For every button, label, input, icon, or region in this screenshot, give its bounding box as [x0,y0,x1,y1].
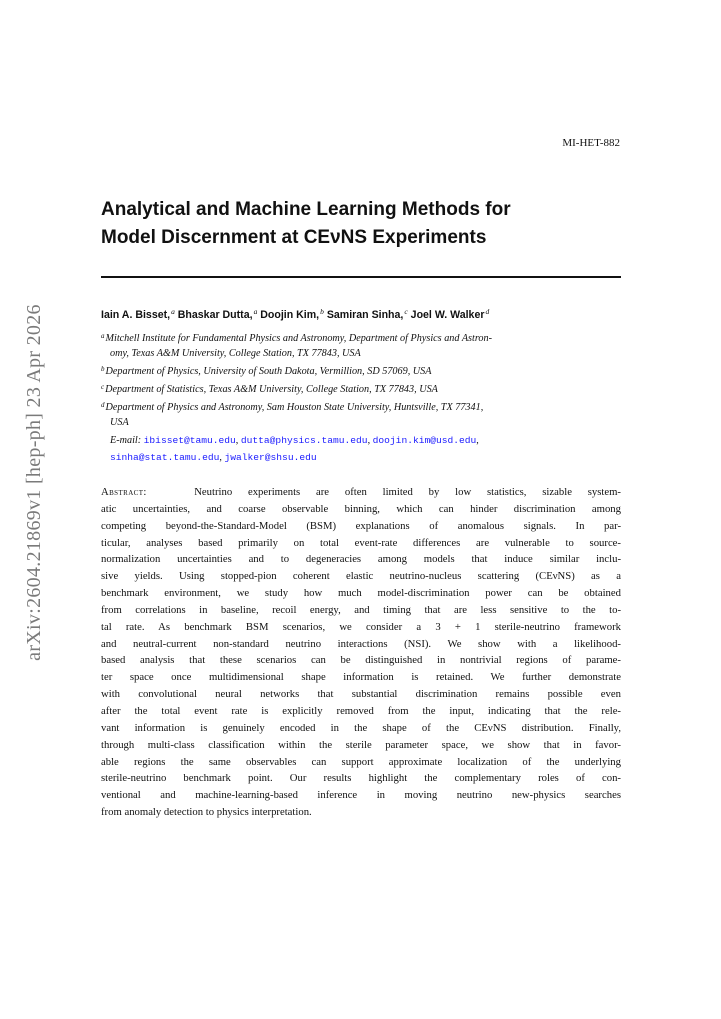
email-line: sinha@stat.tamu.edu, jwalker@shsu.edu [110,452,317,463]
arxiv-identifier-text: arXiv:2604.21869v1 [hep-ph] 23 Apr 2026 [22,303,45,661]
abstract-line: from anomaly detection to physics interpretation. [101,806,312,819]
abstract-line [101,484,621,501]
abstract-line: ter space once multidimensional shape information is retained. We further demonstrate [101,671,621,684]
abstract-line: after the total event rate is explicitly removed from the input, indicating that the rele- [101,704,621,717]
email-link[interactable]: doojin.kim@usd.edu [372,435,477,446]
abstract-line: through multi-class classification within the sterile parameter space, we show that in favor- [101,738,621,751]
affiliation-mark: a [101,332,105,340]
abstract-line: benchmark environment, we study how much model-discrimination power can be obtained [101,587,621,600]
abstract-line: from correlations in baseline, recoil energy, and timing that are less sensitive to the to- [101,603,621,616]
abstract-line: ventional and machine-learning-based inference in moving neutrino new-physics searches [101,789,621,802]
abstract-line: normalization uncertainties and to degeneracies among models that induce similar inclu- [101,553,621,566]
abstract-line: and neutral-current non-standard neutrino interactions (NSI). We show with a likelihood- [101,637,621,650]
affiliation-text: USA [110,417,129,428]
email-link[interactable]: sinha@stat.tamu.edu [110,452,220,463]
affiliation-c [101,380,621,397]
abstract-line: sive yields. Using stopped-pion coherent elastic neutrino-nucleus scattering (CEνNS) as a [101,570,621,583]
abstract-line: able regions the same observables can support approximate localization of the underlying [101,755,621,768]
abstract-line: tal rate. As benchmark BSM scenarios, we consider a 3 + 1 sterile-neutrino framework [101,620,621,633]
affiliation-text: Department of Physics and Astronomy, Sam Houston State University, Huntsville, TX 77341, [105,402,484,413]
email-link[interactable]: dutta@physics.tamu.edu [240,435,368,446]
abstract-line: ticular, analyses based primarily on total event-rate differences are vulnerable to source- [101,536,621,549]
abstract-line: vant information is genuinely encoded in the shape of the CEνNS distribution. Finally, [101,721,621,734]
email-block [110,432,621,466]
affiliation-mark: a [171,307,175,316]
author-name: Doojin Kim, [260,309,320,321]
affiliation-text: omy, Texas A&M University, College Station, TX 77843, USA [110,348,361,359]
title-line: Model Discernment at CEνNS Experiments [101,227,487,248]
abstract-line: competing beyond-the-Standard-Model (BSM) explanations of anomalous signals. In par- [101,519,621,532]
affiliation-text: Department of Physics, University of South Dakota, Vermillion, SD 57069, USA [105,366,432,377]
abstract-heading: Abstract: [101,486,147,498]
affiliation-d [101,398,621,430]
affiliation-a [101,329,621,361]
affiliation-mark: c [101,383,105,391]
arxiv-identifier-stamp [14,292,54,672]
abstract-line: with convolutional neural networks that substantial discrimination remains possible even [101,688,621,701]
abstract-line: based analysis that these scenarios can be distinguished in nontrivial regions of parame- [101,654,621,667]
email-link[interactable]: ibisset@tamu.edu [143,435,236,446]
author-name: Bhaskar Dutta, [177,309,253,321]
affiliation-text: Department of Statistics, Texas A&M University, College Station, TX 77843, USA [105,384,438,395]
email-line: E-mail: ibisset@tamu.edu, dutta@physics.tamu.edu, doojin.kim@usd.edu, [110,435,479,446]
author-name: Iain A. Bisset, [101,309,171,321]
abstract-line: atic uncertainties, and coarse observable binning, which can hinder discrimination among [101,502,621,515]
abstract [101,484,621,821]
affiliation-mark: a [253,307,258,316]
author-list [101,307,621,321]
abstract-text: Neutrino experiments are often limited by low statistics, sizable system- [194,486,621,498]
report-number: MI-HET-882 [562,137,620,149]
affiliation-mark: b [101,365,105,373]
author-name: Joel W. Walker [410,309,485,321]
title-line: Analytical and Machine Learning Methods for [101,199,511,220]
abstract-line: sterile-neutrino benchmark point. Our results highlight the complementary roles of con- [101,772,621,785]
email-label: E-mail: [110,435,142,446]
paper-title [101,196,621,252]
affiliation-b [101,362,621,379]
author-name: Samiran Sinha, [326,309,404,321]
email-link[interactable]: jwalker@shsu.edu [224,452,317,463]
title-rule [101,276,621,278]
affiliation-mark: c [404,307,408,316]
affiliation-text: Mitchell Institute for Fundamental Physics and Astronomy, Department of Physics and Astron- [105,333,493,344]
affiliation-mark: d [485,307,490,316]
affiliation-mark: d [101,401,105,409]
affiliation-mark: b [320,307,324,316]
